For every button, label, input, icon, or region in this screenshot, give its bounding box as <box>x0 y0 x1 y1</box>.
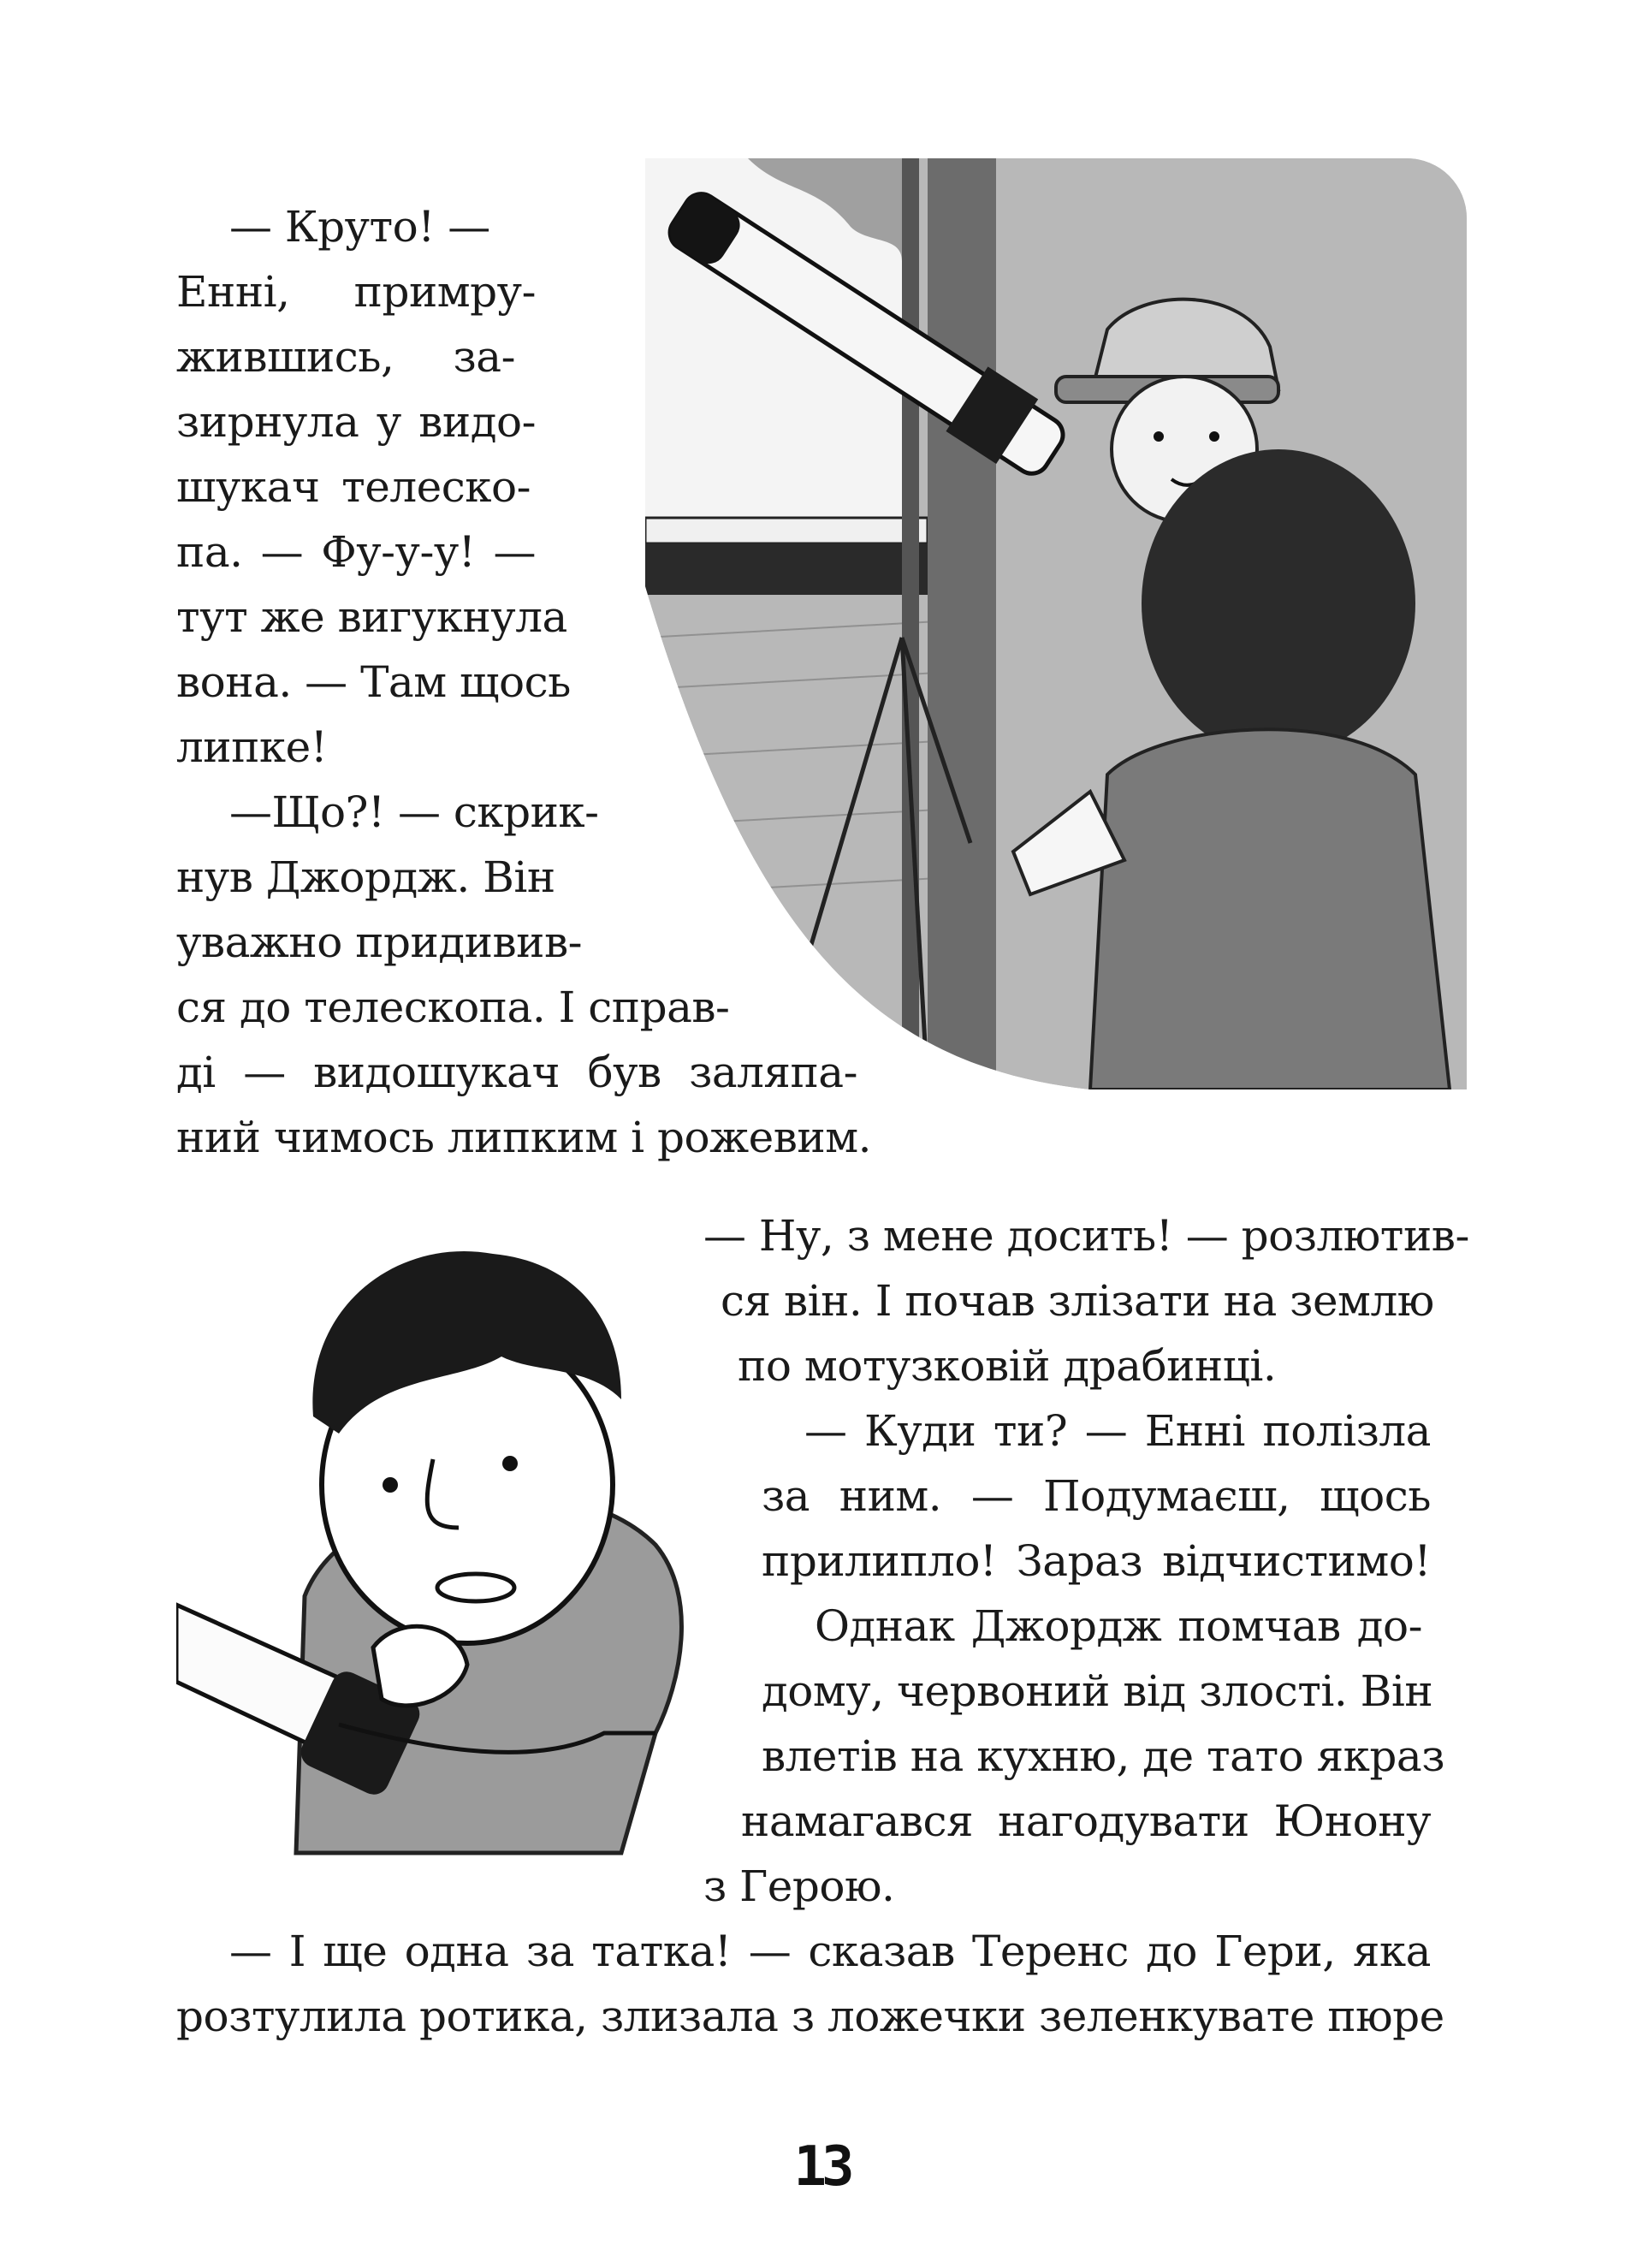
text-line: — Круто! — <box>229 202 490 252</box>
page-number: 13 <box>793 2135 850 2199</box>
text-line: ний чимось липким і рожевим. <box>176 1113 871 1162</box>
text-line: за ним. — Подумаєш, щось <box>762 1471 1431 1521</box>
text-line: па. — Фу-у-у! — <box>176 527 536 577</box>
text-line: ді — видошукач був заляпа- <box>176 1048 857 1097</box>
text-line: зирнула у видо- <box>176 397 536 447</box>
text-line: вона. — Там щось <box>176 657 571 707</box>
text-line: —Що?! — скрик- <box>229 787 599 837</box>
boy-eyepiece-drawing <box>176 1202 724 1896</box>
text-line: — Куди ти? — Енні полізла <box>804 1406 1431 1456</box>
illustration-telescope-scene <box>645 158 1467 1089</box>
illustration-boy-eyepiece <box>176 1202 724 1896</box>
text-line: ся він. І почав злізати на землю <box>721 1276 1434 1326</box>
text-line: дому, червоний від злості. Він <box>762 1666 1433 1716</box>
text-line: Енні, примру- <box>176 267 536 317</box>
telescope-scene-drawing <box>645 158 1467 1089</box>
text-line: з Герою. <box>703 1861 895 1911</box>
text-line: уважно придивив- <box>176 917 582 967</box>
text-line: намагався нагодувати Юнону <box>741 1796 1431 1846</box>
text-line: — І ще одна за татка! — сказав Теренс до Гери, яка <box>229 1927 1431 1976</box>
text-line: липке! <box>176 722 328 772</box>
text-line: прилипло! Зараз відчистимо! <box>762 1536 1431 1586</box>
text-line: — Ну, з мене досить! — розлютив- <box>703 1211 1469 1261</box>
text-line: ся до телескопа. І справ- <box>176 983 730 1032</box>
text-line: нув Джордж. Він <box>176 852 555 902</box>
text-line: по мотузковій драбинці. <box>738 1341 1277 1391</box>
text-line: Однак Джордж помчав до- <box>815 1601 1422 1651</box>
text-line: розтулила ротика, злизала з ложечки зеленкувате пюре <box>176 1992 1444 2041</box>
text-line: шукач телеско- <box>176 462 531 512</box>
text-line: тут же вигукнула <box>176 592 567 642</box>
text-line: жившись, за- <box>176 332 515 382</box>
text-line: влетів на кухню, де тато якраз <box>762 1731 1445 1781</box>
